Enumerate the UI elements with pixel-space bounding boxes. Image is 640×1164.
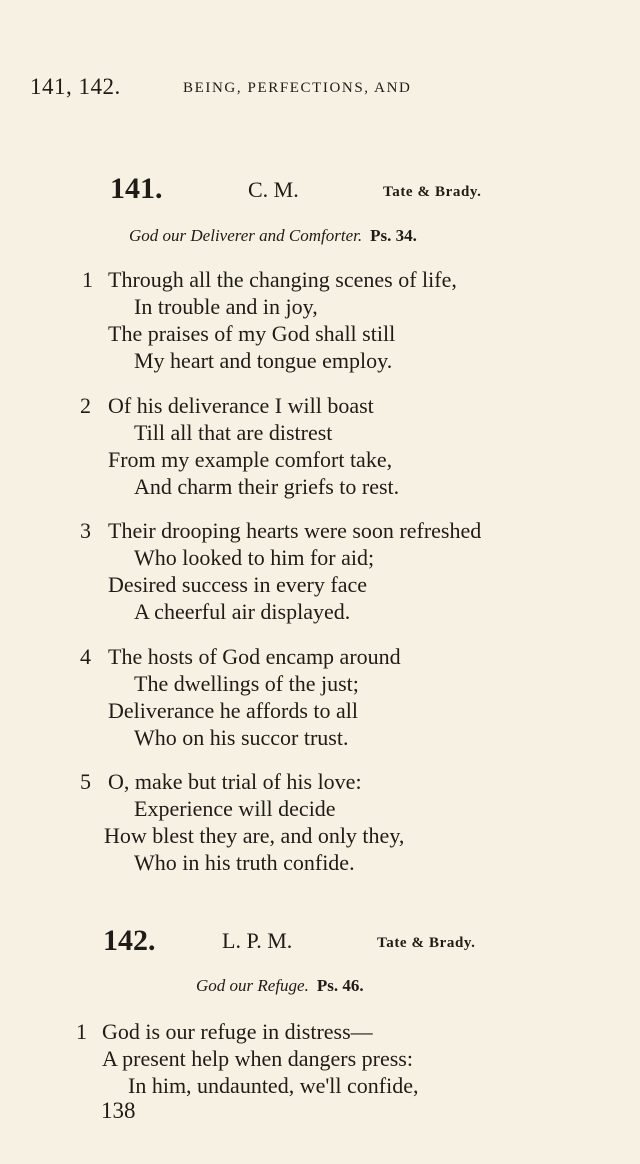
hymn-subtitle-text: God our Refuge. — [196, 976, 309, 995]
hymn-line: God is our refuge in distress— — [102, 1019, 373, 1044]
hymn-line: A present help when dangers press: — [102, 1046, 413, 1071]
psalm-reference: Ps. 34. — [370, 226, 417, 245]
hymn-line: Who looked to him for aid; — [134, 545, 375, 570]
hymn-author: Tate & Brady. — [377, 935, 476, 951]
hymn-line: Desired success in every face — [108, 572, 367, 597]
hymn-meter: C. M. — [248, 177, 299, 202]
running-hymn-numbers: 141, 142. — [30, 74, 121, 99]
hymn-line: My heart and tongue employ. — [134, 348, 393, 373]
hymn-number: 142. — [103, 924, 156, 957]
hymn-line: The praises of my God shall still — [108, 321, 396, 346]
hymn-line: How blest they are, and only they, — [104, 823, 405, 848]
running-title: BEING, PERFECTIONS, AND — [183, 80, 412, 96]
hymn-line: Who on his succor trust. — [134, 725, 349, 750]
hymn-number: 141. — [110, 172, 163, 205]
hymn-line: Till all that are distrest — [134, 420, 333, 445]
hymn-line: In him, undaunted, we'll confide, — [128, 1073, 419, 1098]
verse-number: 1 — [82, 267, 93, 292]
hymn-subtitle — [129, 226, 417, 246]
page-number: 138 — [101, 1098, 136, 1123]
hymn-line: O, make but trial of his love: — [108, 769, 362, 794]
hymn-line: From my example comfort take, — [108, 447, 393, 472]
verse-number: 1 — [76, 1019, 87, 1044]
hymn-meter: L. P. M. — [222, 928, 293, 953]
hymn-line: A cheerful air displayed. — [134, 599, 351, 624]
hymn-line: The hosts of God encamp around — [108, 644, 401, 669]
verse-number: 4 — [80, 644, 91, 669]
hymn-line: Of his deliverance I will boast — [108, 393, 374, 418]
hymn-subtitle — [196, 976, 364, 996]
hymn-line: Their drooping hearts were soon refreshed — [108, 518, 482, 543]
hymn-subtitle-text: God our Deliverer and Comforter. — [129, 226, 363, 245]
hymn-line: And charm their griefs to rest. — [134, 474, 400, 499]
verse-number: 5 — [80, 769, 91, 794]
hymn-line: Through all the changing scenes of life, — [108, 267, 457, 292]
verse-number: 2 — [80, 393, 91, 418]
hymn-line: Experience will decide — [134, 796, 336, 821]
psalm-reference: Ps. 46. — [316, 976, 364, 995]
hymn-line: In trouble and in joy, — [134, 294, 318, 319]
hymn-line: The dwellings of the just; — [134, 671, 359, 696]
hymn-line: Deliverance he affords to all — [108, 698, 359, 723]
verse-number: 3 — [80, 518, 91, 543]
hymn-author: Tate & Brady. — [383, 184, 482, 200]
hymn-line: Who in his truth confide. — [134, 850, 355, 875]
